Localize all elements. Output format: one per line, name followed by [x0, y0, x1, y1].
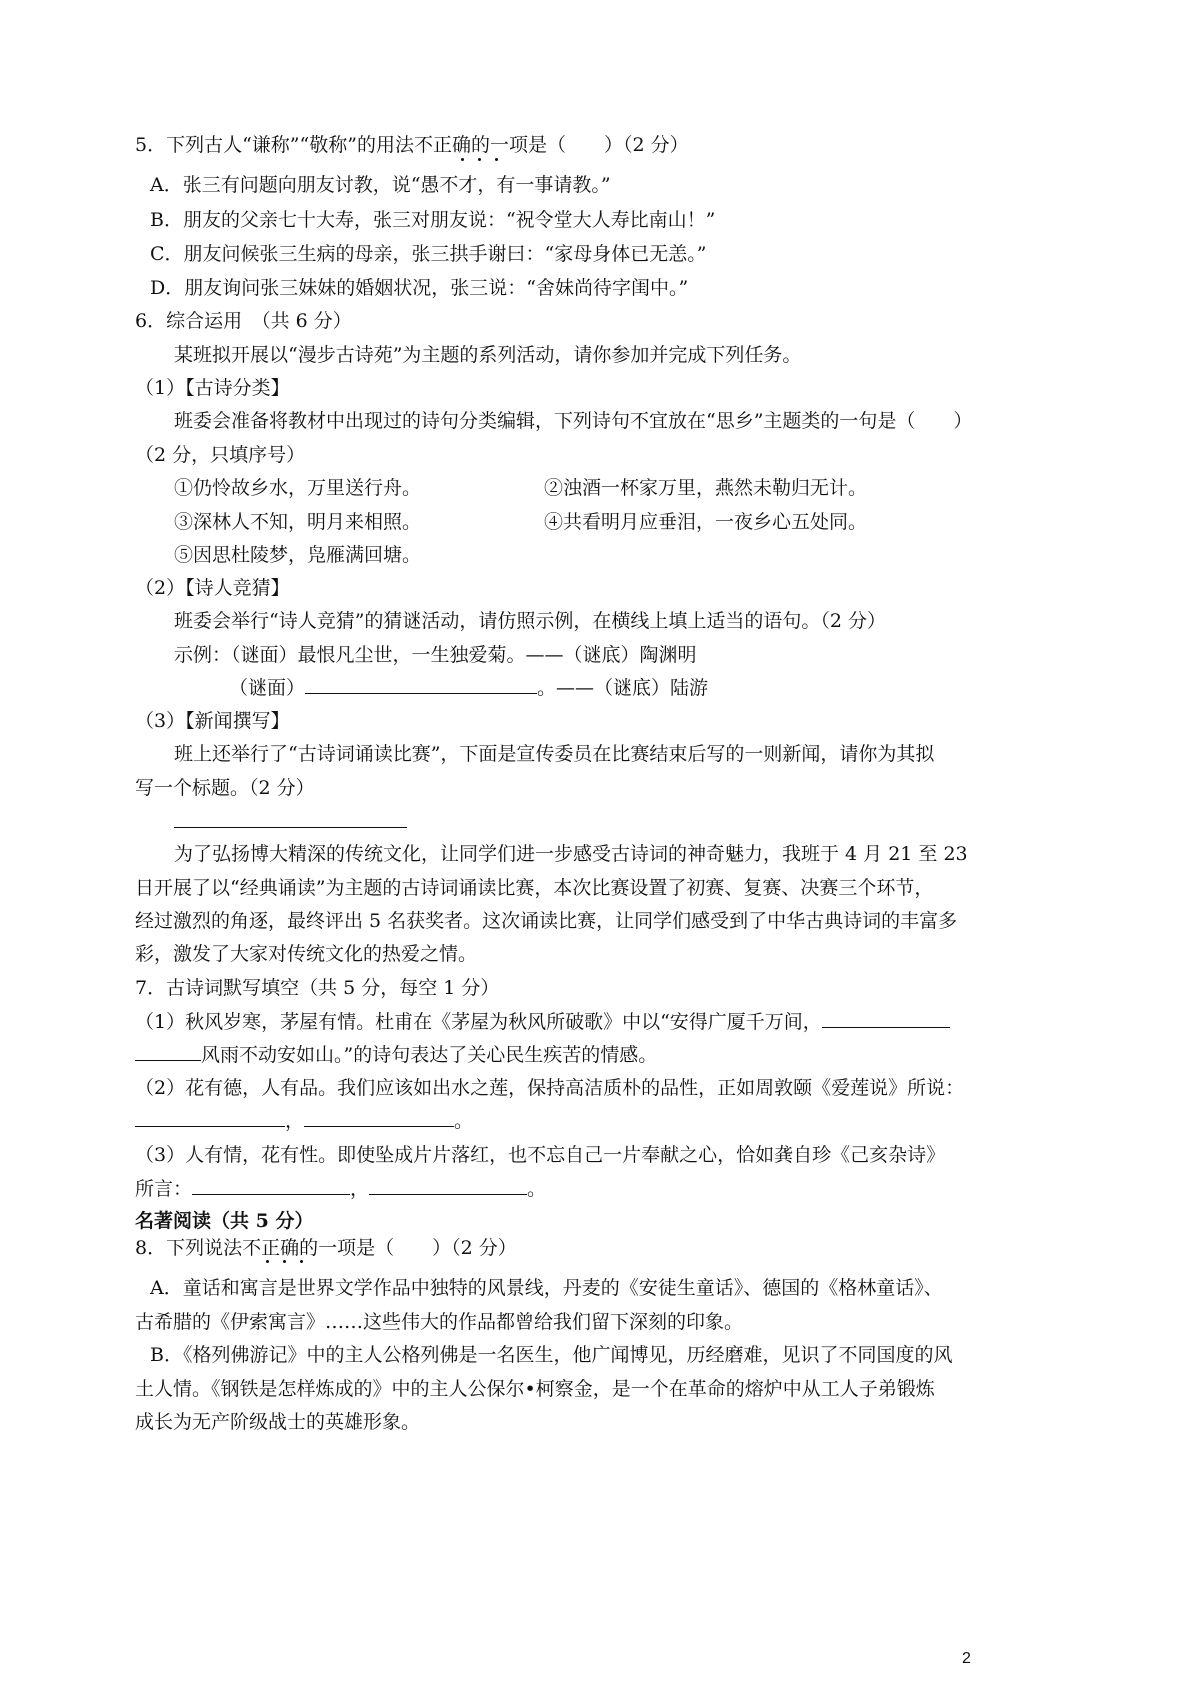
answer-blank[interactable] — [192, 1193, 350, 1195]
q7-p3-prefix: 所言： — [135, 1178, 193, 1200]
q5-option-a: A．张三有问题向朋友讨教，说“愚不才，有一事请教。” — [150, 174, 611, 196]
q8-option-a-cont: 古希腊的《伊索寓言》……这些伟大的作品都曾给我们留下深刻的印象。 — [135, 1311, 744, 1333]
q6-part3-title: （3）【新闻撰写】 — [135, 710, 290, 732]
q8-option-b: B．《格列佛游记》中的主人公格列佛是一名医生，他广闻博见，历经磨难，见识了不同国度的风 — [150, 1344, 953, 1366]
emphasis-dots — [266, 1260, 303, 1263]
q5-option-d: D．朋友询问张三妹妹的婚姻状况，张三说：“舍妹尚待字闺中。” — [150, 277, 689, 299]
q6-item-2: ②浊酒一杯家万里，燕然未勒归无计。 — [544, 477, 868, 499]
answer-blank[interactable] — [304, 1125, 454, 1127]
q5-option-c: C．朋友问候张三生病的母亲，张三拱手谢曰：“家母身体已无恙。” — [150, 243, 707, 265]
q8-option-b-cont2: 成长为无产阶级战士的英雄形象。 — [135, 1411, 421, 1433]
q7-p1-line1 — [135, 1013, 950, 1032]
q6-part3-text: 班上还举行了“古诗词诵读比赛”，下面是宣传委员在比赛结束后写的一则新闻，请你为其拟 — [174, 743, 935, 765]
q7-p3-line1: （3）人有情，花有性。即使坠成片片落红，也不忘自己一片奉献之心，恰如龚自珍《己亥杂诗》 — [135, 1144, 946, 1166]
q6-part1-title: （1）【古诗分类】 — [135, 377, 290, 399]
answer-blank[interactable] — [135, 1125, 285, 1127]
q6-part3-text-cont: 写一个标题。（2 分） — [135, 777, 315, 799]
q8-stem: 8．下列说法不正确的一项是（ ）（2 分） — [135, 1237, 517, 1259]
q6-item-3: ③深林人不知，明月来相照。 — [174, 511, 422, 533]
page-number: 2 — [962, 1650, 971, 1667]
answer-blank[interactable] — [135, 1059, 201, 1061]
q7-p3-line2 — [135, 1180, 546, 1199]
q7-p2-line2 — [135, 1112, 473, 1131]
q8-option-a: A．童话和寓言是世界文学作品中独特的风景线，丹麦的《安徒生童话》、德国的《格林童话》、 — [150, 1277, 943, 1299]
q5-stem: 5．下列古人“谦称”“敬称”的用法不正确的一项是（ ）（2 分） — [135, 134, 689, 156]
riddle-answer-text: 。——（谜底）陆游 — [537, 677, 709, 699]
section-title: 名著阅读（共 5 分） — [135, 1210, 314, 1232]
q6-part2-title: （2）【诗人竞猜】 — [135, 577, 290, 599]
headline-answer-blank[interactable] — [174, 827, 407, 828]
q6-item-4: ④共看明月应垂泪，一夜乡心五处同。 — [544, 511, 868, 533]
q8-option-b-cont: 土人情。《钢铁是怎样炼成的》中的主人公保尔•柯察金，是一个在革命的熔炉中从工人子弟锻炼 — [135, 1378, 935, 1400]
news-line-2: 日开展了以“经典诵读”为主题的古诗词诵读比赛，本次比赛设置了初赛、复赛、决赛三个环节， — [135, 877, 934, 899]
emphasis-dots — [461, 158, 498, 161]
q7-p1-text-cont: 风雨不动安如山。”的诗句表达了关心民生疾苦的情感。 — [201, 1044, 658, 1066]
news-line-4: 彩，激发了大家对传统文化的热爱之情。 — [135, 943, 478, 965]
q7-p1-line2 — [135, 1046, 657, 1065]
q6-part2-text: 班委会举行“诗人竞猜”的猜谜活动，请仿照示例，在横线上填上适当的语句。（2 分） — [174, 610, 887, 632]
q6-intro: 某班拟开展以“漫步古诗苑”为主题的系列活动，请你参加并完成下列任务。 — [174, 344, 802, 366]
q6-item-1: ①仍怜故乡水，万里送行舟。 — [174, 477, 422, 499]
q7-p1-text: （1）秋风岁寒，茅屋有情。杜甫在《茅屋为秋风所破歌》中以“安得广厦千万间， — [135, 1011, 822, 1033]
news-line-1: 为了弘扬博大精深的传统文化，让同学们进一步感受古诗词的神奇魅力，我班于 4 月 21 至 23 — [174, 843, 968, 865]
answer-blank[interactable] — [305, 692, 537, 694]
news-line-3: 经过激烈的角逐，最终评出 5 名获奖者。这次诵读比赛，让同学们感受到了中华古典诗词的丰富多 — [135, 910, 958, 932]
period-text: 。 — [527, 1178, 547, 1200]
comma-text: ， — [350, 1178, 370, 1200]
q6-item-5: ⑤因思杜陵梦，凫雁满回塘。 — [174, 544, 422, 566]
answer-blank[interactable] — [822, 1026, 950, 1028]
riddle-face-label: （谜面） — [229, 677, 306, 699]
q5-option-b: B．朋友的父亲七十大寿，张三对朋友说：“祝令堂大人寿比南山！” — [150, 209, 716, 231]
q7-heading: 7．古诗词默写填空（共 5 分，每空 1 分） — [135, 977, 500, 999]
q7-p2-line1: （2）花有德，人有品。我们应该如出水之莲，保持高洁质朴的品性，正如周敦颐《爱莲说》所说： — [135, 1077, 965, 1099]
comma-text: ， — [285, 1110, 305, 1132]
q6-part1-text-cont: （2 分，只填序号） — [135, 444, 306, 466]
q6-part1-text: 班委会准备将教材中出现过的诗句分类编辑，下列诗句不宜放在“思乡”主题类的一句是（ ） — [174, 410, 973, 432]
q6-part2-blank-line — [229, 679, 708, 698]
q6-part2-example: 示例：（谜面）最恨凡尘世，一生独爱菊。——（谜底）陶渊明 — [174, 644, 697, 666]
answer-blank[interactable] — [369, 1193, 527, 1195]
period-text: 。 — [454, 1110, 474, 1132]
q6-heading: 6．综合运用 （共 6 分） — [135, 310, 352, 332]
